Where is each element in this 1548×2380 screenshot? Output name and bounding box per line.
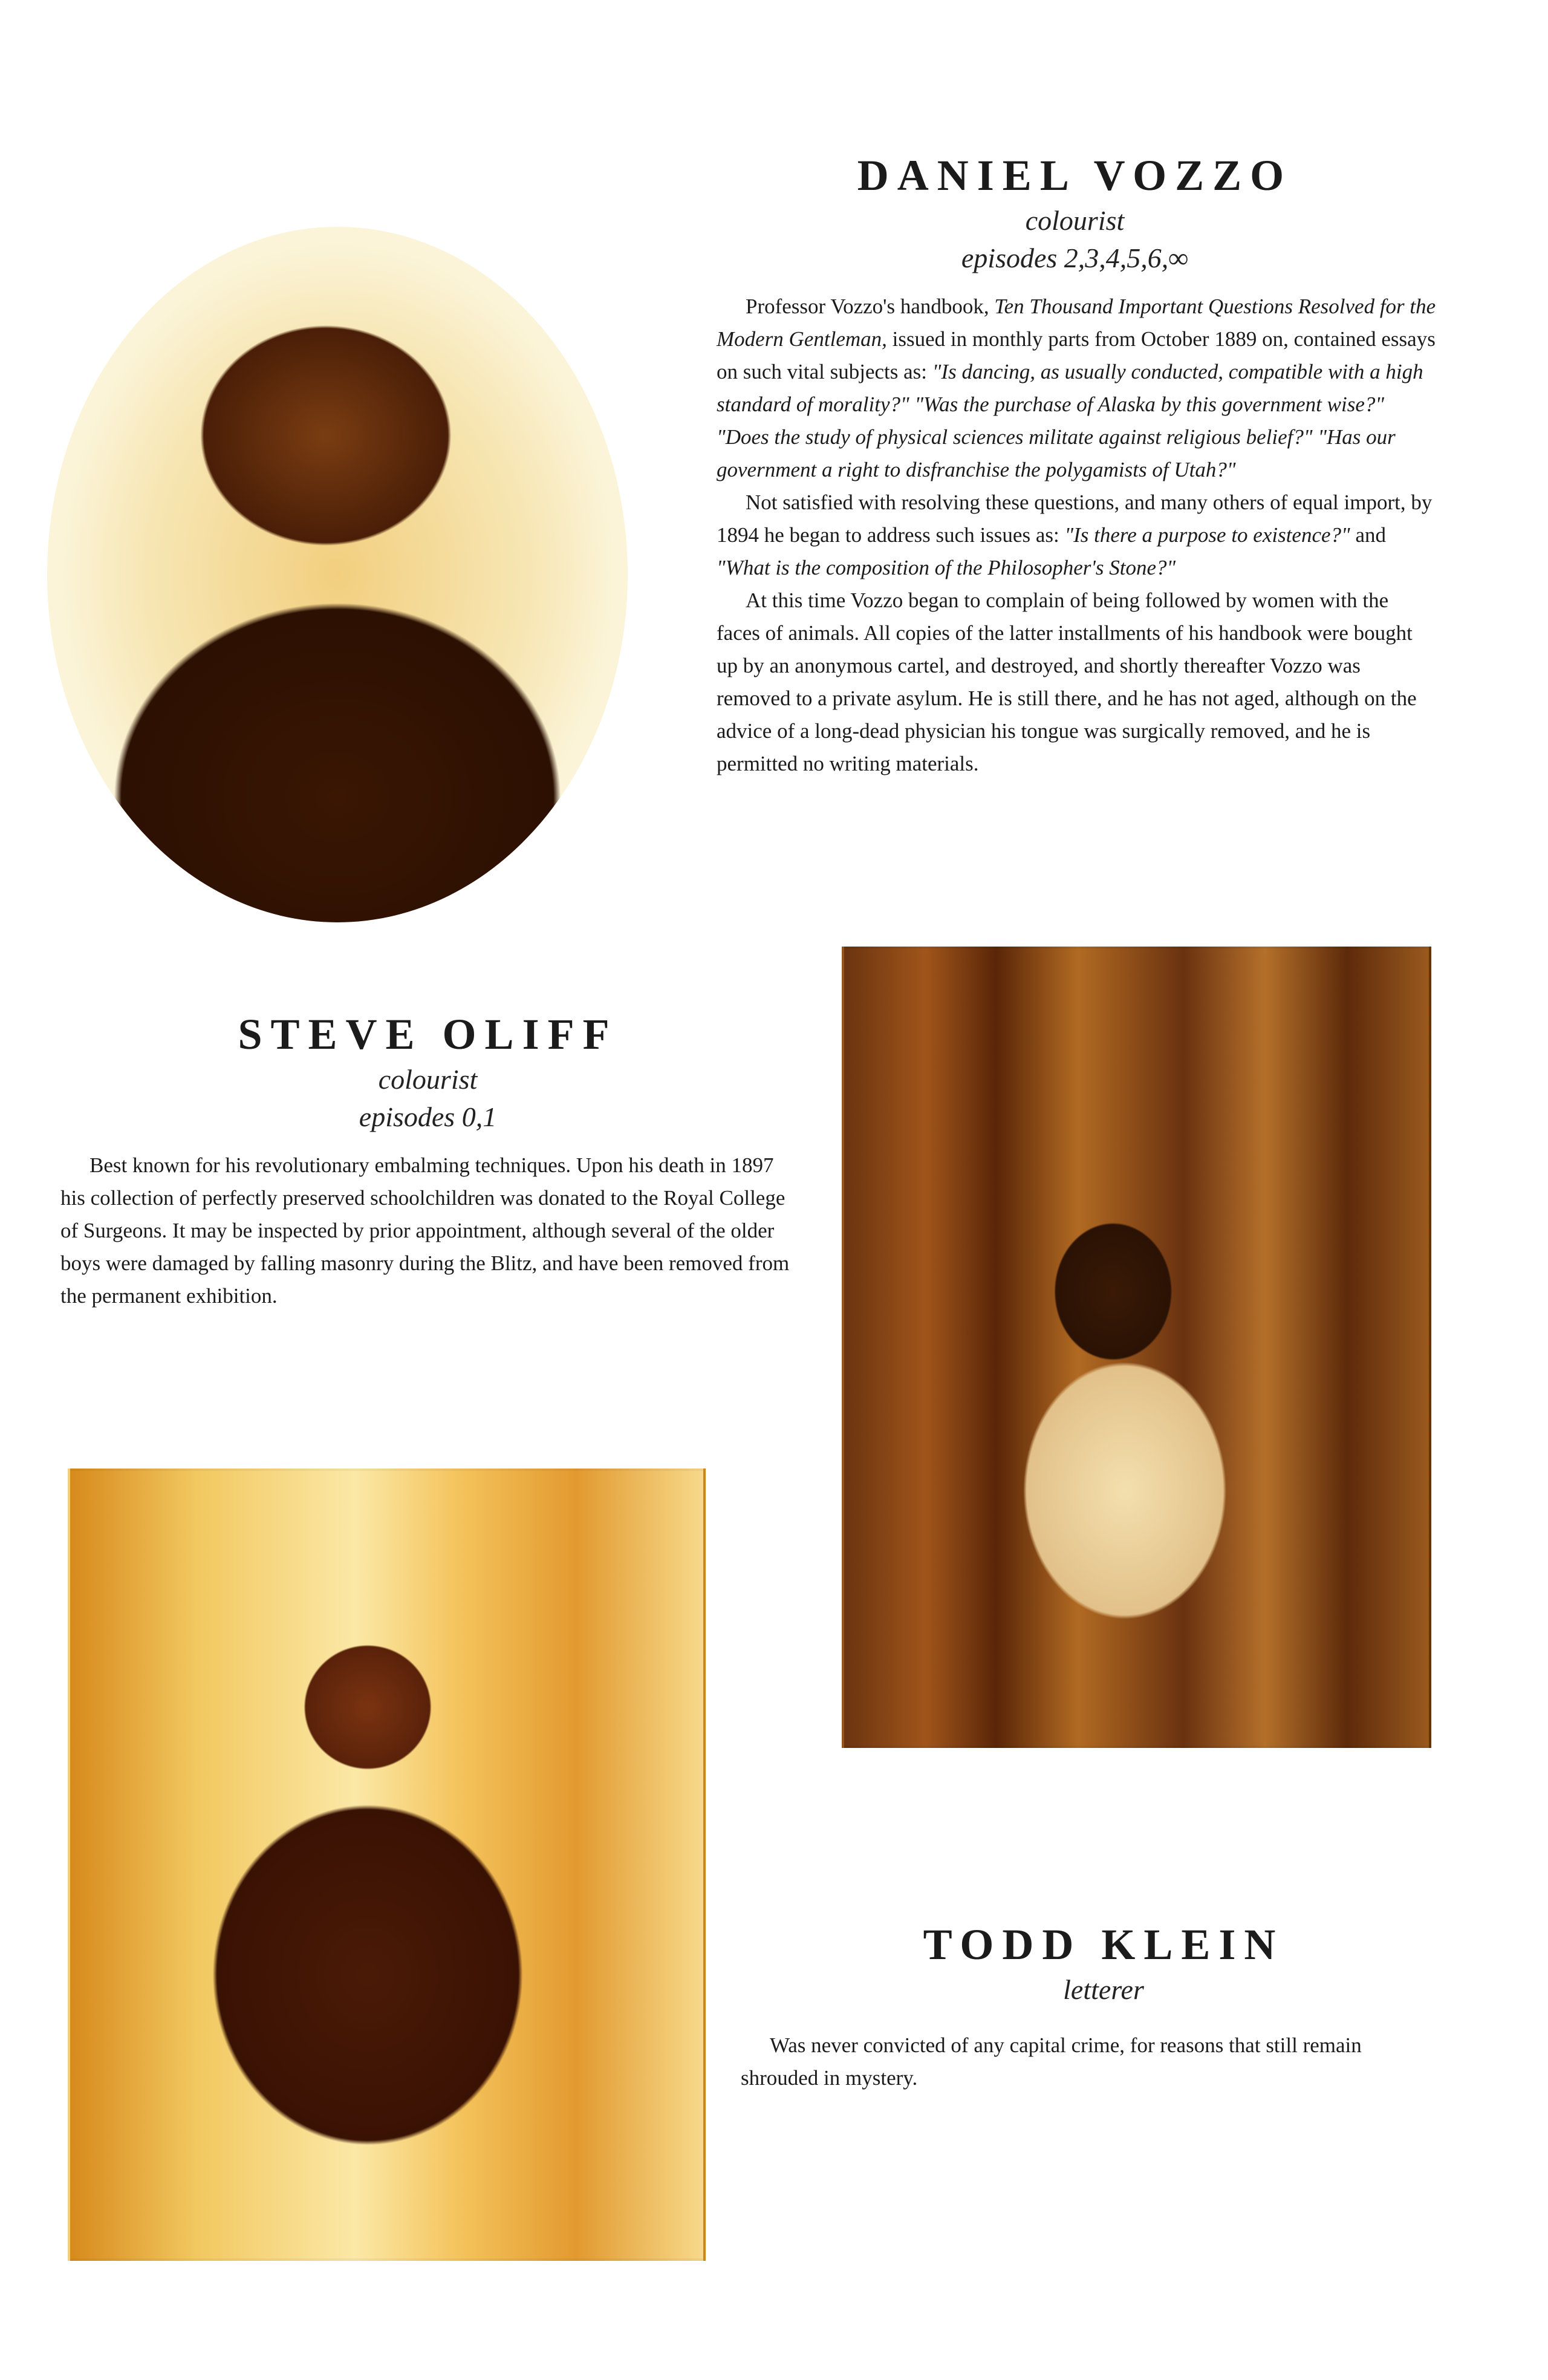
todd-klein-section [741,1917,1466,2008]
steve-oliff-name: STEVE OLIFF [238,1010,618,1058]
bio-question: "What is the composition of the Philosopher's Stone?" [717,556,1176,579]
todd-klein-name: TODD KLEIN [923,1920,1284,1969]
steve-oliff-section [60,1007,795,1136]
steve-oliff-bio [60,1149,795,1312]
bio-paragraph: At this time Vozzo began to complain of being followed by women with the faces of animals. All copies of the latter installments of his handbook were bought up by an anonymous cartel, and destroyed, and shortly thereafter Vozzo was removed to a private asylum. He is still there, and he has not aged, although on the advice of a long-dead physician his tongue was surgically removed, and he is permitted no writing materials. [717,588,1417,775]
todd-klein-role: letterer [1063,1974,1144,2005]
bio-text: issued in monthly parts from October 1889 on, contained essays on such vital subjects as: [717,327,1436,383]
bio-paragraph [717,290,1436,486]
daniel-vozzo-section [714,148,1436,278]
todd-klein-bio [741,2029,1442,2095]
bio-question: "Is there a purpose to existence?" [1064,523,1350,547]
bio-text: Professor Vozzo's handbook, [746,295,995,318]
daniel-vozzo-bio [717,290,1436,780]
bio-paragraph: Best known for his revolutionary embalming techniques. Upon his death in 1897 his collection of perfectly preserved schoolchildren was donated to the Royal College of Surgeons. It may be inspected by prior appointment, although several of the older boys were damaged by falling masonry during the Blitz, and have been removed from the permanent exhibition. [60,1153,790,1308]
daniel-vozzo-role: colourist [1025,205,1125,236]
bio-text: and [1350,523,1387,547]
steve-oliff-role: colourist [378,1064,478,1095]
bio-paragraph: Was never convicted of any capital crime, for reasons that still remain shrouded in mystery. [741,2033,1362,2090]
daniel-vozzo-portrait-photo [47,227,628,922]
bio-questions: "Is dancing, as usually conducted, compatible with a high standard of morality?" "Was the purchase of Alaska by this government wise?" "Does the study of physical sciences militate against religious belief?" "Has our government a right to disfranchise the polygamists of Utah?" [717,360,1423,481]
daniel-vozzo-episodes: episodes 2,3,4,5,6,∞ [961,243,1189,273]
steve-oliff-episodes: episodes 0,1 [359,1101,497,1132]
todd-klein-portrait-photo [68,1469,706,2261]
bio-paragraph [717,486,1436,584]
daniel-vozzo-name: DANIEL VOZZO [857,151,1293,200]
bio-text: Not satisfied with resolving these questions, and many others of equal import, by 1894 he began to address such issues as: [717,491,1433,547]
book-title: Ten Thousand Important Questions Resolved for the Modern Gentleman, [717,295,1436,351]
steve-oliff-portrait-photo [842,947,1431,1748]
